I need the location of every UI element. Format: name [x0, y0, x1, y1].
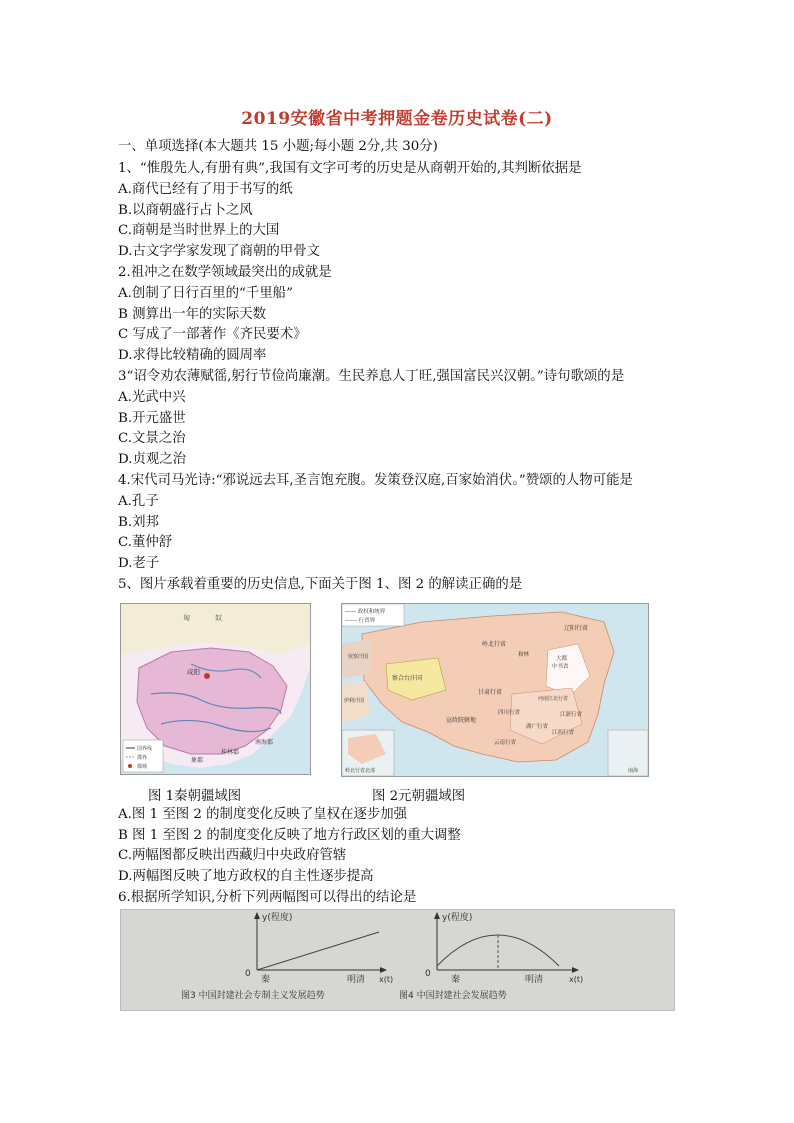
map2-label-sichuan: 四川行省	[498, 710, 521, 716]
graph4-origin: 0	[425, 969, 431, 979]
map2-label-gansu: 甘肃行省	[478, 689, 503, 696]
map1-label-nu: 奴	[215, 614, 222, 622]
map2-label-huguang: 湖广行省	[526, 724, 549, 730]
map2-label-yili: 伊利汗国	[344, 698, 365, 704]
map1-label-xiong: 匈	[183, 614, 190, 622]
question-3-option-b: B.开元盛世	[118, 411, 186, 426]
question-5-option-b: B 图 1 至图 2 的制度变化反映了地方行政区划的重大调整	[118, 828, 461, 843]
graph3-origin: 0	[245, 969, 251, 979]
question-2-stem: 2.祖冲之在数学领域最突出的成就是	[118, 265, 332, 280]
graph3-ylabel: y(程度)	[262, 913, 293, 923]
question-1-option-c: C.商朝是当时世界上的大国	[118, 223, 280, 238]
map2-legend-0: —— 政权和统界	[345, 609, 386, 615]
map2-inset-right-label: 南海	[628, 768, 639, 774]
graph3-xlabel: x(t)	[379, 975, 394, 984]
trend-graphs-figure	[120, 909, 675, 1011]
yuan-territory-map	[341, 603, 649, 777]
section-heading: 一、单项选择(本大题共 15 小题;每小题 2分,共 30分)	[118, 139, 438, 154]
map2-label-jiangxi: 江西行省	[552, 730, 575, 736]
question-1-option-d: D.古文字学家发现了商朝的甲骨文	[118, 244, 320, 259]
question-3-option-a: A.光武中兴	[118, 390, 186, 405]
page-title: 2019安徽省中考押题金卷历史试卷(二)	[241, 109, 553, 129]
graph4-x1: 秦	[451, 975, 461, 985]
map1-label-guilin: 桂林郡	[221, 749, 240, 756]
graph3-x2: 明清	[347, 975, 366, 985]
map2-label-chagatai: 察合台汗国	[392, 675, 423, 682]
qin-territory-map	[120, 603, 311, 775]
map2-label-zhongshu: 中书省	[552, 664, 569, 670]
map2-label-qincha: 钦察汗国	[348, 654, 369, 660]
question-1-stem: 1、“惟殷先人,有册有典”,我国有文字可考的历史是从商朝开始的,其判断依据是	[118, 161, 582, 176]
map1-legend-2: 都城	[137, 764, 148, 770]
graph4-caption: 图4 中国封建社会发展趋势	[399, 991, 507, 1001]
question-2-option-a: A.创制了日行百里的“千里船”	[118, 286, 293, 301]
map1-legend-1: 郡界	[137, 755, 148, 761]
map2-label-helin: 和林	[518, 652, 530, 658]
map1-label-xianyang: 咸阳	[187, 668, 200, 676]
question-4-option-b: B.刘邦	[118, 515, 159, 530]
question-1-option-a: A.商代已经有了用于书写的纸	[118, 182, 293, 197]
question-4-option-d: D.老子	[118, 556, 160, 571]
graph4-xlabel: x(t)	[569, 975, 584, 984]
map2-label-henan: 河南江北行省	[538, 696, 569, 702]
map1-legend-0: 国界线	[137, 746, 153, 752]
graph4-ylabel: y(程度)	[442, 913, 473, 923]
question-5-option-c: C.两幅图都反映出西藏归中央政府管辖	[118, 848, 347, 863]
figure-2-caption: 图 2元朝疆域图	[372, 789, 466, 804]
question-4-option-a: A.孔子	[118, 494, 159, 509]
map2-label-jiangzhe: 江浙行省	[560, 712, 583, 718]
question-5-option-d: D.两幅图反映了地方政权的自主性逐步提高	[118, 869, 374, 884]
map2-label-lingbei: 岭北行省	[482, 641, 507, 648]
question-3-option-c: C.文景之治	[118, 431, 186, 446]
question-1-option-b: B.以商朝盛行占卜之风	[118, 203, 253, 218]
map2-label-xuanzheng: 宣政院辖地	[446, 717, 477, 724]
question-3-option-d: D.贞观之治	[118, 452, 187, 467]
map2-label-dadu: 大都	[556, 656, 568, 662]
figure-1-caption: 图 1秦朝疆域图	[148, 789, 242, 804]
graph4-x2: 明清	[525, 975, 544, 985]
question-4-option-c: C.董仲舒	[118, 535, 173, 550]
question-2-option-b: B 测算出一年的实际天数	[118, 307, 267, 322]
map2-label-liaoyang: 辽阳行省	[564, 625, 589, 632]
question-4-stem: 4.宋代司马光诗:“邪说远去耳,圣言饱充腹。发策登汉庭,百家始消伏。”赞颂的人物可能是	[118, 473, 633, 488]
map2-legend-1: ------ 行省界	[345, 618, 376, 624]
map2-label-yunnan: 云南行省	[494, 740, 517, 746]
question-2-option-c: C 写成了一部著作《齐民要术》	[118, 327, 307, 342]
map1-label-nanhai: 南海郡	[255, 739, 274, 746]
map1-label-xiang: 象郡	[191, 757, 204, 764]
graph3-caption: 图3 中国封建社会专制主义发展趋势	[181, 991, 325, 1001]
question-3-stem: 3“诏令劝农薄赋徭,躬行节俭尚廉潮。生民养息人丁旺,强国富民兴汉朝。”诗句歌颂的是	[118, 369, 625, 384]
question-6-stem: 6.根据所学知识,分析下列两幅图可以得出的结论是	[118, 890, 417, 905]
question-2-option-d: D.求得比较精确的圆周率	[118, 348, 267, 363]
graph3-x1: 秦	[261, 975, 271, 985]
question-5-stem: 5、图片承载着重要的历史信息,下面关于图 1、图 2 的解读正确的是	[118, 577, 523, 592]
question-5-option-a: A.图 1 至图 2 的制度变化反映了皇权在逐步加强	[118, 807, 408, 822]
map2-inset-left-label: 岭北行省北部	[345, 768, 376, 774]
